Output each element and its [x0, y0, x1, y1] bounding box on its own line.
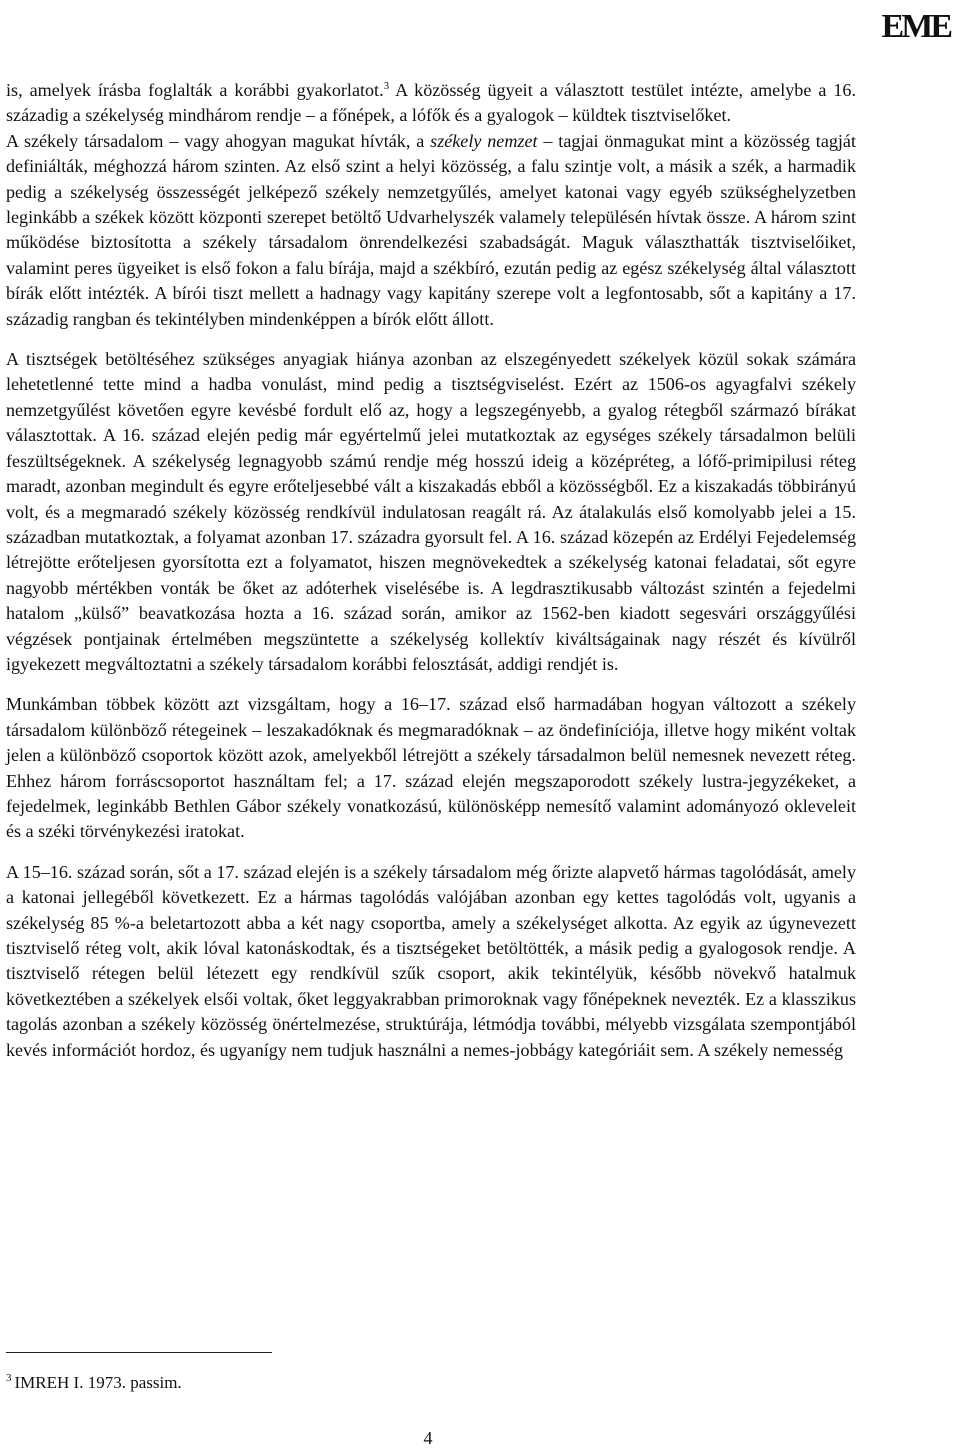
footnote-text: IMREH I. 1973. passim. [14, 1373, 182, 1392]
paragraph-continuation [6, 78, 856, 129]
paragraph-text: is, amelyek írásba foglalták a korábbi gyakorlatot. [6, 80, 384, 100]
paragraph-text: – tagjai önmagukat mint a közösség tagját definiálták, méghozzá három szinten. Az első szint a helyi közösség, a falu szintje volt, a másik a szék, a harmadik pedig a székelység összességét jelképező székely nemzetgyűlés, amelyet katonai vagy egyéb szükséghelyzetben leginkább a székek között központi szerepet betöltő Udvarhelyszék valamely településén hívtak össze. A három szint működése biztosította a székely társadalom önrendelkezési szabadságát. Maguk választhatták tisztviselőiket, valamint peres ügyeiket is első fokon a falu bírája, majd a székbíró, ezután pedig az egész székelység által választott bírák előtt intézték. A bírói tiszt mellett a hadnagy vagy kapitány szerepe volt a legfontosabb, sőt a kapitány a 17. századig rangban és tekintélyben mindenképpen a bírók előtt állott. [6, 130, 856, 329]
paragraph-tisztsegek: A tisztségek betöltéséhez szükséges anyagiak hiánya azonban az elszegényedett székelyek közül sokak számára lehetetlenné tette mind a hadba vonulást, mind pedig a tisztségviselést. Ezért az 1506-os agyagfalvi székely nemzetgyűlést követően egyre kevésbé fordult elő az, hogy a legszegényebb, a gyalog rétegből származó bírákat választottak. A 16. század elején pedig már egyértelmű jelei mutatkoztak az egységes székely társadalmon belüli feszültségeknek. A székelység legnagyobb számú rendje még hosszú ideig a középréteg, a lófő-primipilusi réteg maradt, azonban megindult és egyre erőteljesebbé vált a kiszakadás ebből a közösségből. Ez a kiszakadás többirányú volt, és a megmaradó székely közösség rendkívül indulatosan reagált rá. Az átalakulás első komolyabb jelei a 15. században mutatkoztak, a folyamat azonban 17. századra gyorsult fel. A 16. század közepén az Erdélyi Fejedelemség létrejötte erőteljesen gyorsította ezt a folyamatot, hiszen megnövekedtek a székelység katonai feladatai, sőt egyre nagyobb mértékben vonták be őket az adóterhek viselésébe is. A legdrasztikusabb változást szintén a fejedelmi hatalom „külső” beavatkozása hozta a 16. század során, amikor az 1562-ben kiadott segesvári országgyűlési végzések pontjainak értelmében megszüntette a székelység kollektív kiváltságainak nagy részét és kívülről igyekezett megváltoztatni a székely társadalom korábbi felosztását, addigi rendjét is. [6, 349, 856, 674]
paragraph-harmas-tagolodas: A 15–16. század során, sőt a 17. század elején is a székely társadalom még őrizte alapvető hármas tagolódását, amely a katonai jellegéből következett. Ez a hármas tagolódás valójában azonban egy kettes tagolódás volt, ugyanis a székelység 85 %-a beletartozott abba a két nagy csoportba, amely a székelységet alkotta. Az egyik az úgynevezett tisztviselő réteg volt, akik lóval katonáskodtak, és a tisztségeket betöltötték, a másik pedig a gyalogosok rendje. A tisztviselő rétegen belül létezett egy rendkívül szűk csoport, akik tekintélyük, később növekvő hatalmuk következtében a székelyek elsői voltak, őket leggyakrabban primoroknak vagy főnépeknek nevezték. Ez a klasszikus tagolás azonban a székely közösség önértelmezése, struktúrája, létmódja további, mélyebb vizsgálata szempontjából kevés információt hordoz, és ugyanígy nem tudjuk használni a nemes-jobbágy kategóriáit sem. A székely nemesség [6, 861, 856, 1060]
footnote-divider [6, 1352, 272, 1353]
footnote [6, 1372, 182, 1394]
page-number: 4 [423, 1428, 433, 1448]
paragraph-munkamban: Munkámban többek között azt vizsgáltam, hogy a 16–17. század első harmadában hogyan változott a székely társadalom különböző rétegeinek – leszakadóknak és megmaradóknak – az öndefiníciója, illetve hogy miként voltak jelen a különböző csoportok között azok, amelyekből létrejött a székely társadalmon belül nemesnek nevezett réteg. Ehhez három forráscsoportot használtam fel; a 17. század elején megszaporodott székely lustra-jegyzékeket, a fejedelmek, leginkább Bethlen Gábor székely vonatkozású, különösképp nemesítő valamint adományozó okleveleit és a széki törvénykezési iratokat. [6, 694, 856, 842]
paragraph-szekely-nemzet [6, 129, 856, 332]
paragraph-text: A közösség ügyeit a választott testület intézte, amelybe a 16. századig a székelység mindhárom rendje – a főnépek, a lófők és a gyalogok – küldtek tisztviselőket. [6, 80, 857, 126]
eme-logo: EME [881, 8, 950, 45]
page-body [0, 78, 856, 1078]
footnote-reference[interactable]: 3 [383, 79, 390, 92]
emphasis-term: székely nemzet [430, 130, 538, 151]
footnote-number: 3 [6, 1372, 12, 1385]
paragraph-text: A székely társadalom – vagy ahogyan magukat hívták, a [6, 130, 431, 151]
